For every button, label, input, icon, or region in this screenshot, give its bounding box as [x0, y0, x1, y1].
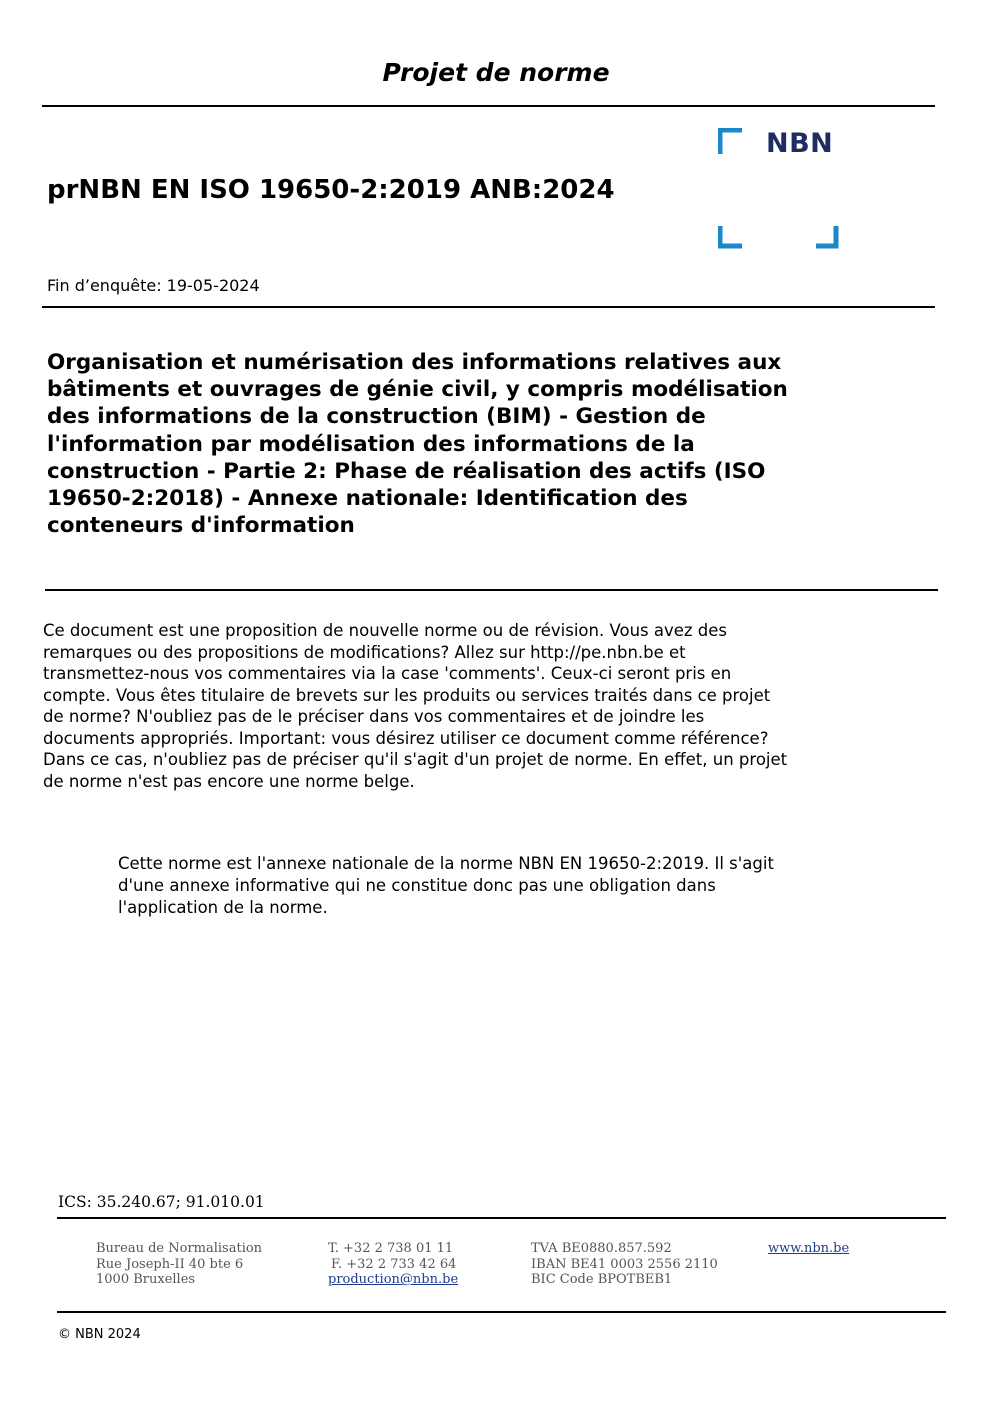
ics-codes: ICS: 35.240.67; 91.010.01	[58, 1193, 265, 1211]
enquete-end-date: Fin d’enquête: 19-05-2024	[47, 276, 260, 295]
footer-website	[768, 1241, 849, 1257]
divider	[57, 1217, 946, 1219]
title-line: 19650-2:2018) - Annexe nationale: Identification des	[47, 486, 688, 512]
review-notice	[43, 620, 893, 792]
document-number: prNBN EN ISO 19650-2:2019 ANB:2024	[47, 175, 615, 205]
website-link[interactable]: www.nbn.be	[768, 1241, 850, 1256]
document-title	[47, 349, 867, 539]
address-line: 1000 Bruxelles	[96, 1272, 196, 1287]
iban-number: IBAN BE41 0003 2556 2110	[531, 1256, 718, 1272]
title-line: construction - Partie 2: Phase de réalisation des actifs (ISO	[47, 458, 766, 484]
divider	[42, 306, 935, 308]
nbn-logo	[718, 128, 842, 252]
footer-address	[96, 1241, 262, 1288]
divider	[45, 589, 938, 591]
title-line: conteneurs d'information	[47, 513, 355, 539]
notice-line: documents appropriés. Important: vous désirez utiliser ce document comme référence?	[43, 728, 769, 748]
annex-note-line: l'application de la norme.	[118, 898, 328, 917]
fax-number: F. +32 2 733 42 64	[331, 1256, 457, 1272]
bic-code: BIC Code BPOTBEB1	[531, 1272, 673, 1287]
copyright: © NBN 2024	[58, 1327, 141, 1342]
title-line: Organisation et numérisation des informations relatives aux	[47, 350, 782, 375]
vat-number: TVA BE0880.857.592	[531, 1241, 672, 1256]
annex-note	[118, 853, 888, 919]
divider	[42, 105, 935, 107]
notice-line: remarques ou des propositions de modifications? Allez sur http://pe.nbn.be et	[43, 642, 686, 662]
footer-contact	[328, 1241, 458, 1288]
notice-line: de norme n'est pas encore une norme belge.	[43, 771, 415, 791]
email-link[interactable]: production@nbn.be	[328, 1272, 459, 1287]
divider	[57, 1311, 946, 1313]
annex-note-line: Cette norme est l'annexe nationale de la norme NBN EN 19650-2:2019. Il s'agit	[118, 854, 774, 873]
address-line: Bureau de Normalisation	[96, 1241, 263, 1256]
notice-line: Ce document est une proposition de nouvelle norme ou de révision. Vous avez des	[43, 621, 728, 640]
page-header-label: Projet de norme	[382, 58, 610, 87]
notice-line: de norme? N'oubliez pas de le préciser dans vos commentaires et de joindre les	[43, 707, 705, 726]
annex-note-line: d'une annexe informative qui ne constitue donc pas une obligation dans	[118, 876, 716, 895]
title-line: bâtiments et ouvrages de génie civil, y compris modélisation	[47, 377, 788, 403]
notice-line: Dans ce cas, n'oubliez pas de préciser qu'il s'agit d'un projet de norme. En effet, un projet	[43, 750, 788, 769]
phone-number: T. +32 2 738 01 11	[328, 1241, 454, 1256]
logo-text: NBN	[766, 128, 834, 159]
title-line: l'information par modélisation des informations de la	[47, 431, 695, 457]
footer-banking	[531, 1241, 718, 1288]
notice-line: transmettez-nous vos commentaires via la case 'comments'. Ceux-ci seront pris en	[43, 664, 732, 683]
address-line: Rue Joseph-II 40 bte 6	[96, 1256, 244, 1272]
title-line: des informations de la construction (BIM) - Gestion de	[47, 404, 706, 430]
notice-line: compte. Vous êtes titulaire de brevets sur les produits ou services traités dans ce projet	[43, 685, 771, 705]
